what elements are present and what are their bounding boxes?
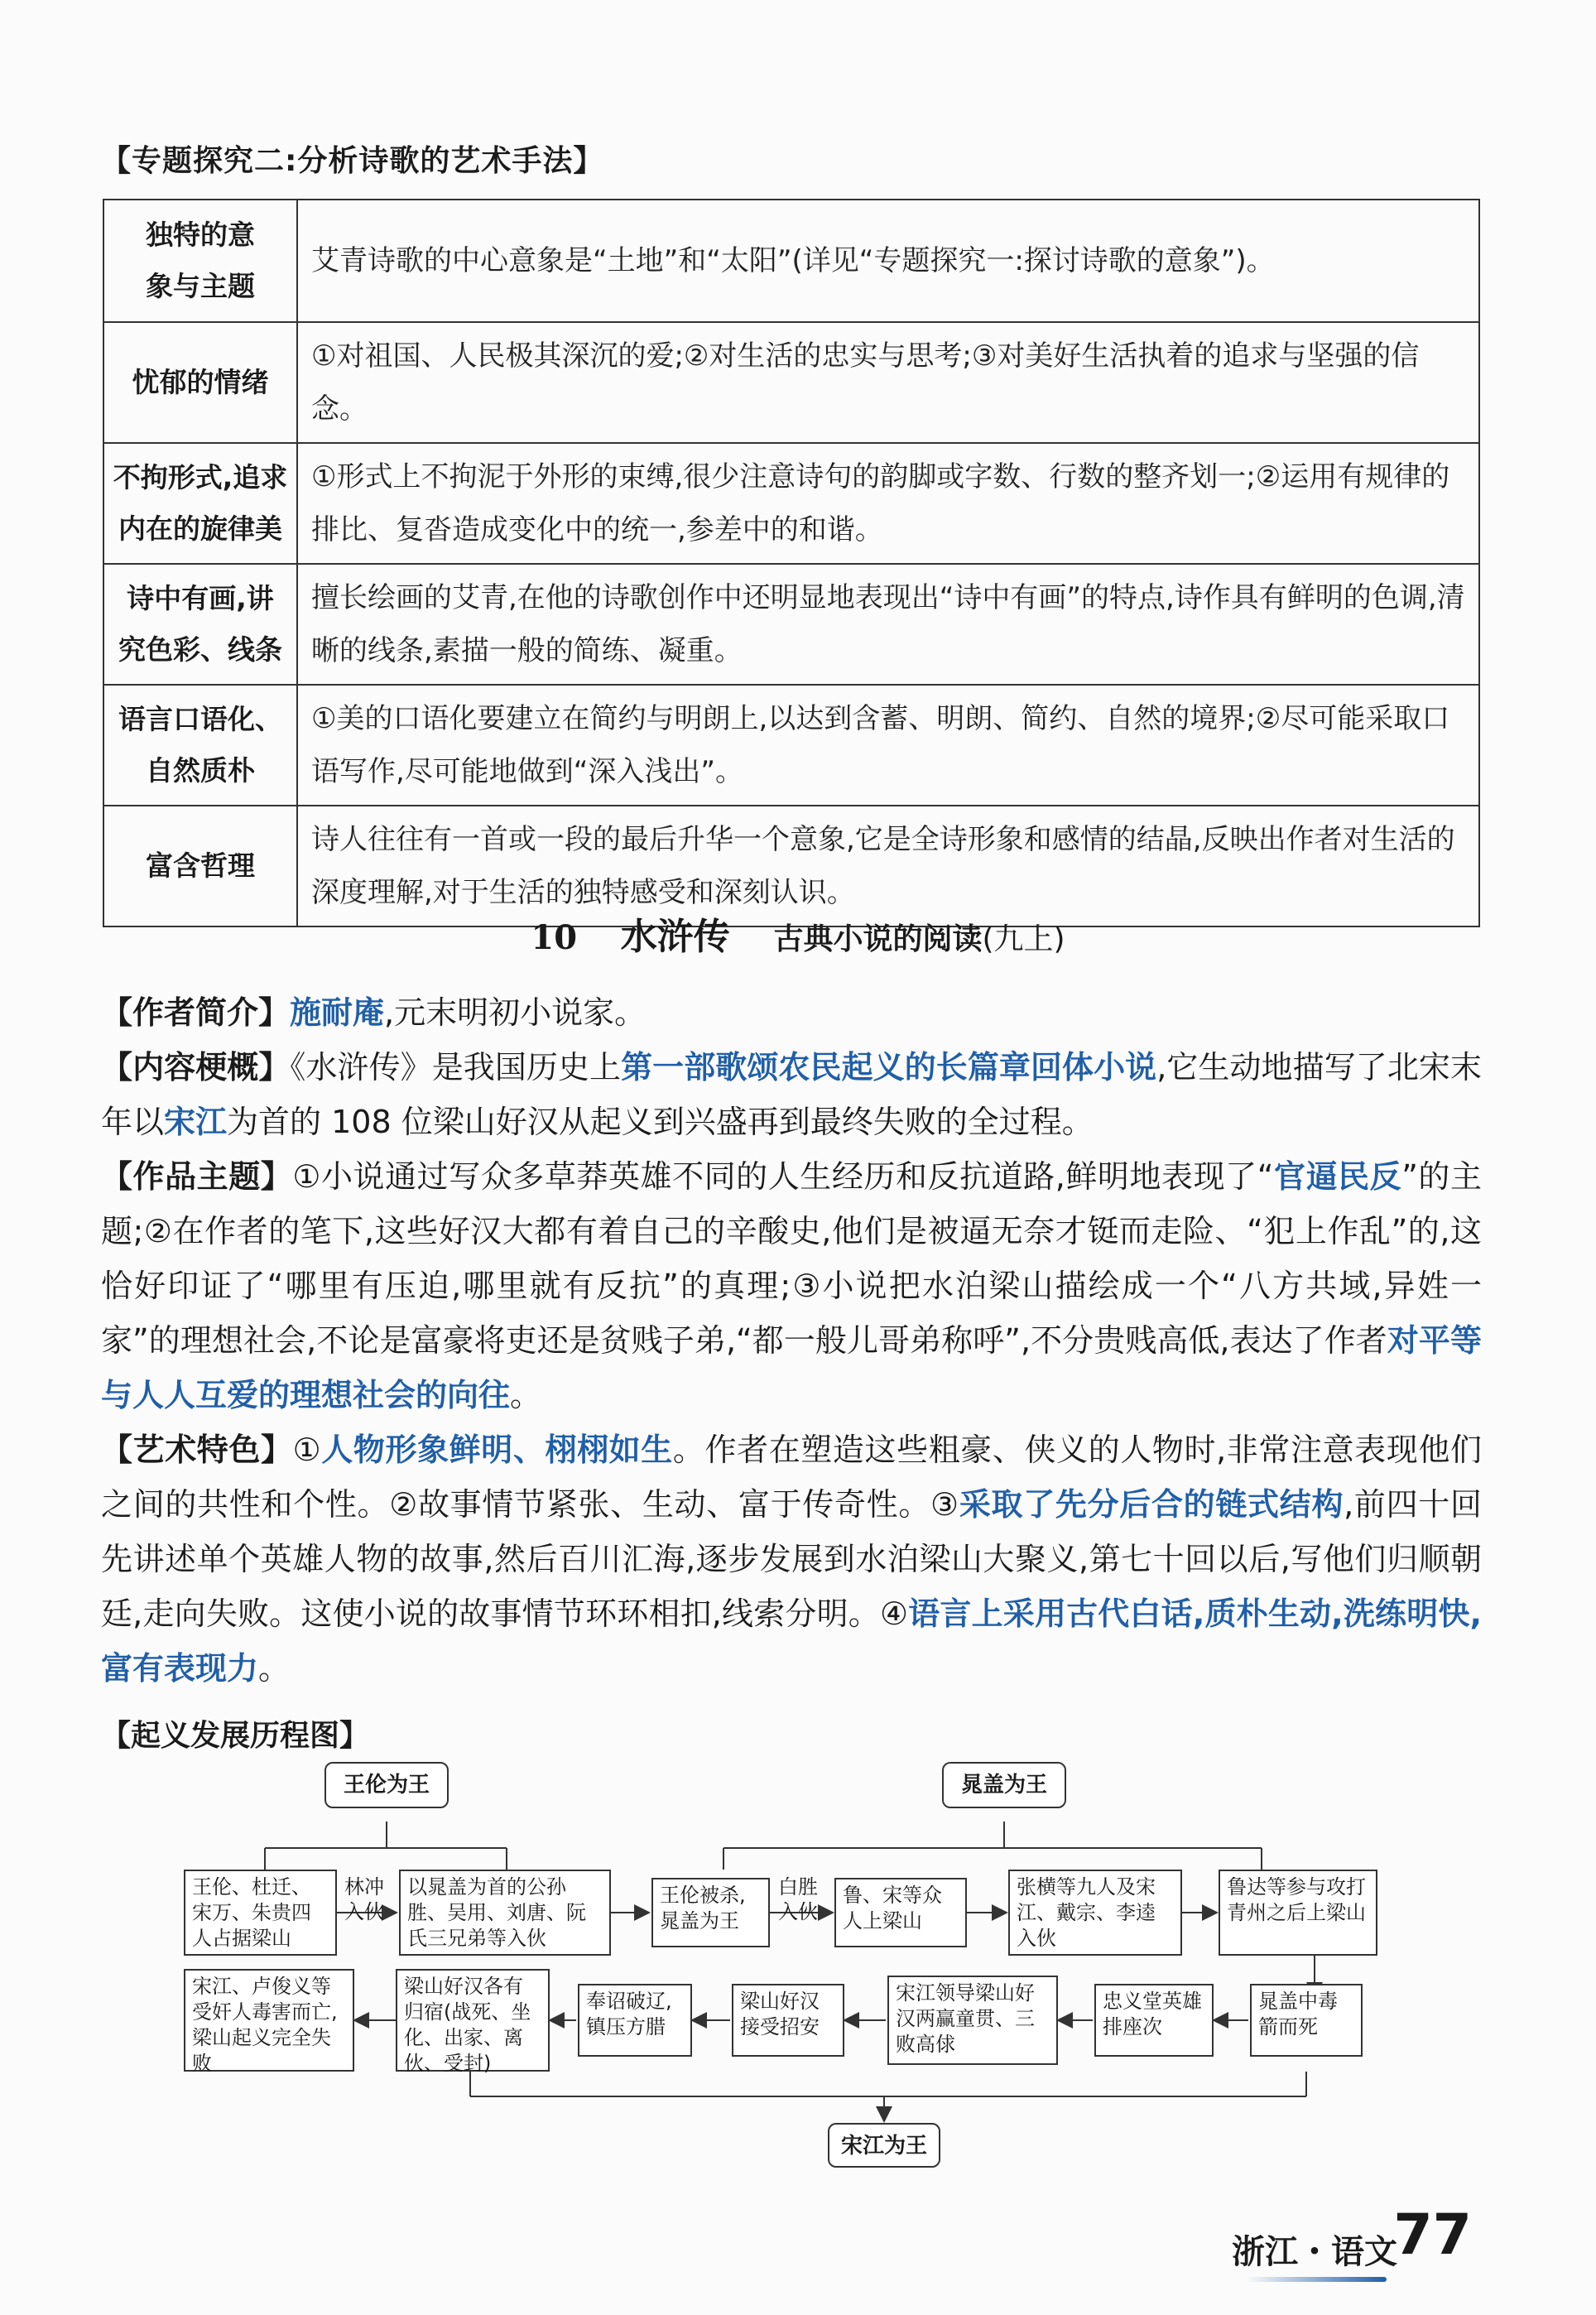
table-key: 忧郁的情绪 xyxy=(103,322,297,443)
flow-node: 奉诏破辽,镇压方腊 xyxy=(578,1984,692,2057)
chapter-subtitle: 古典小说的阅读 xyxy=(773,922,983,956)
table-value: ①形式上不拘泥于外形的束缚,很少注意诗句的韵脚或字数、行数的整齐划一;②运用有规律的排比、复沓造成变化中的统一,参差中的和谐。 xyxy=(297,443,1479,564)
footer-decoration xyxy=(1246,2277,1387,2282)
table-key: 语言口语化、 自然质朴 xyxy=(103,685,297,806)
flow-node: 梁山好汉接受招安 xyxy=(732,1984,844,2057)
table-value: 擅长绘画的艾青,在他的诗歌创作中还明显地表现出“诗中有画”的特点,诗作具有鲜明的色调,清晰的线条,素描一般的简练、凝重。 xyxy=(297,564,1479,685)
section-title: 【专题探究二:分析诗歌的艺术手法】 xyxy=(101,144,604,178)
flow-node: 以晁盖为首的公孙胜、吴用、刘唐、阮氏三兄弟等入伙 xyxy=(399,1870,611,1956)
flow-node: 鲁达等参与攻打青州之后上梁山 xyxy=(1219,1870,1377,1956)
flow-node: 宋江领导梁山好汉两赢童贯、三败高俅 xyxy=(887,1976,1058,2065)
table-key: 独特的意 象与主题 xyxy=(103,200,297,322)
art-paragraph: 【艺术特色】①人物形象鲜明、栩栩如生。作者在塑造这些粗豪、侠义的人物时,非常注意表现他们之间的共性和个性。②故事情节紧张、生动、富于传奇性。③采取了先分后合的链式结构,前四十回先讲述单个英雄人物的故事,然后百川汇海,逐步发展到水泊梁山大聚义,第七十回以后,写他们归顺朝廷,走向失败。这使小说的故事情节环环相扣,线索分明。④语言上采用古代白话,质朴生动,洗练明快,富有表现力。 xyxy=(101,1432,1483,1687)
footer-subject: 浙江・语文 xyxy=(1232,2233,1397,2271)
chart-title: 【起义发展历程图】 xyxy=(101,1719,370,1753)
flow-node: 晁盖中毒箭而死 xyxy=(1250,1984,1363,2057)
top-right-node: 晁盖为王 xyxy=(942,1762,1066,1808)
page-number: 77 xyxy=(1393,2202,1472,2268)
table-value: 艾青诗歌的中心意象是“土地”和“太阳”(详见“专题探究一:探讨诗歌的意象”)。 xyxy=(297,200,1479,322)
table-key: 诗中有画,讲 究色彩、线条 xyxy=(103,564,297,685)
flow-node: 鲁、宋等众人上梁山 xyxy=(834,1878,967,1947)
chapter-number: 10 xyxy=(531,918,578,957)
table-value: ①对祖国、人民极其深沉的爱;②对生活的忠实与思考;③对美好生活执着的追求与坚强的信念。 xyxy=(297,322,1479,443)
chapter-name: 水浒传 xyxy=(620,916,730,958)
flow-node: 宋江、卢俊义等受奸人毒害而亡,梁山起义完全失败 xyxy=(184,1969,354,2072)
bottom-node: 宋江为王 xyxy=(828,2123,940,2168)
table-value: 诗人往往有一首或一段的最后升华一个意象,它是全诗形象和感情的结晶,反映出作者对生活的深度理解,对于生活的独特感受和深刻认识。 xyxy=(297,806,1479,926)
flow-node: 张横等九人及宋江、戴宗、李逵入伙 xyxy=(1008,1870,1182,1956)
edge-label: 林冲入伙 xyxy=(344,1875,384,1923)
author-paragraph: 【作者简介】施耐庵,元末明初小说家。 xyxy=(101,994,647,1031)
top-left-node: 王伦为王 xyxy=(324,1762,449,1808)
summary-paragraph: 【内容梗概】《水浒传》是我国历史上第一部歌颂农民起义的长篇章回体小说,它生动地描写了北宋末年以宋江为首的 108 位梁山好汉从起义到兴盛再到最终失败的全过程。 xyxy=(101,1049,1482,1140)
flow-node: 王伦、杜迁、宋万、朱贵四人占据梁山 xyxy=(184,1870,337,1956)
flow-node: 梁山好汉各有归宿(战死、坐化、出家、离伙、受封) xyxy=(396,1969,550,2072)
theme-paragraph: 【作品主题】①小说通过写众多草莽英雄不同的人生经历和反抗道路,鲜明地表现了“官逼民反”的主题;②在作者的笔下,这些好汉大都有着自己的辛酸史,他们是被逼无奈才铤而走险、“犯上作乱”的,这恰好印证了“哪里有压迫,哪里就有反抗”的真理;③小说把水泊梁山描绘成一个“八方共域,异姓一家”的理想社会,不论是富豪将吏还是贫贱子弟,“都一般儿哥弟称呼”,不分贵贱高低,表达了作者对平等与人人互爱的理想社会的向往。 xyxy=(101,1158,1482,1413)
table-key: 不拘形式,追求 内在的旋律美 xyxy=(103,443,297,564)
edge-label: 白胜入伙 xyxy=(778,1875,818,1923)
chapter-grade: (九上) xyxy=(982,922,1065,956)
flow-node: 王伦被杀,晁盖为王 xyxy=(651,1878,770,1947)
flow-node: 忠义堂英雄排座次 xyxy=(1094,1984,1214,2057)
table-value: ①美的口语化要建立在简约与明朗上,以达到含蓄、明朗、简约、自然的境界;②尽可能采取口语写作,尽可能地做到“深入浅出”。 xyxy=(297,685,1479,806)
table-key: 富含哲理 xyxy=(103,806,297,926)
